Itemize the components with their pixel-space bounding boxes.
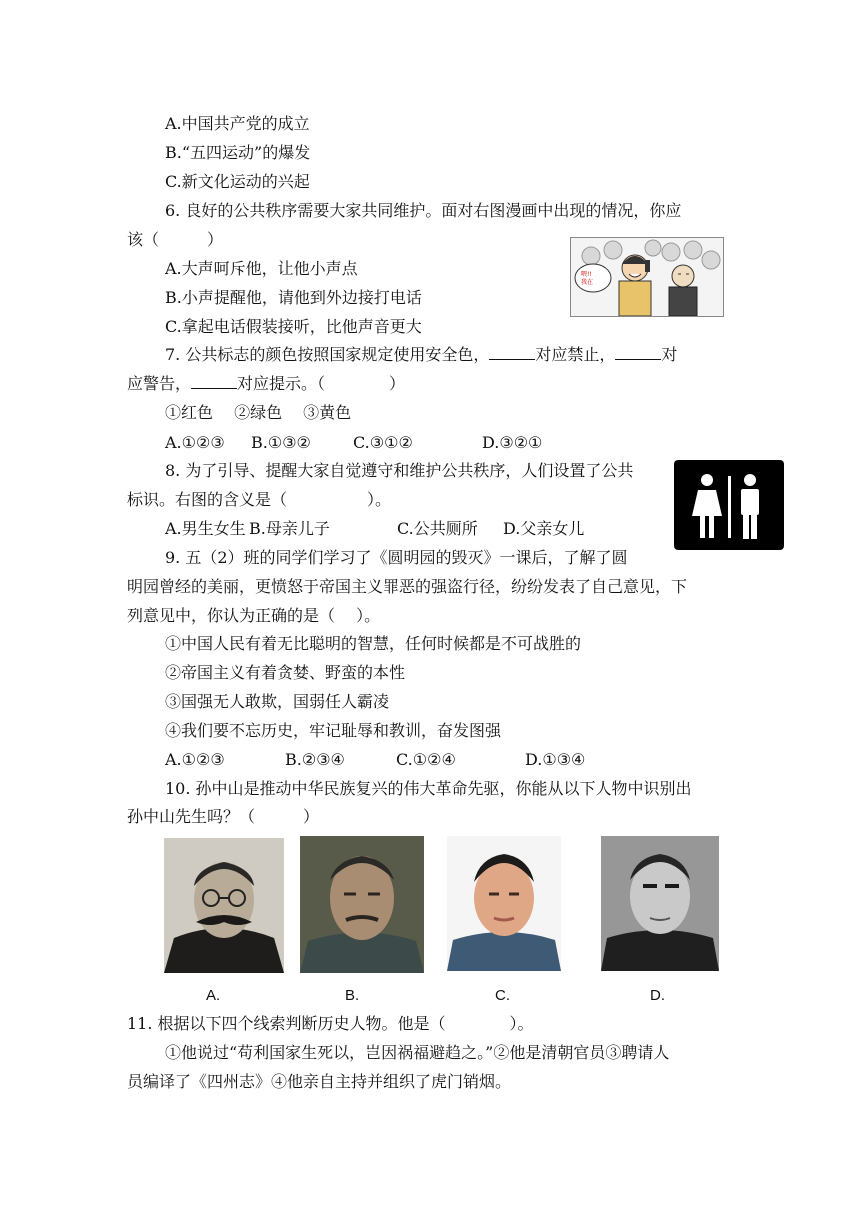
q7-options (165, 432, 543, 454)
q11-stem: 11. 根据以下四个线索判断历史人物。他是（ ）。 (127, 1014, 534, 1033)
q8-stem-line1: 8. 为了引导、提醒大家自觉遵守和维护公共秩序，人们设置了公共 (165, 461, 634, 480)
q5-option-c: C.新文化运动的兴起 (165, 172, 310, 191)
q8-option-b: B.母亲儿子 (249, 519, 330, 538)
q9-stem-line2: 明园曾经的美丽，更愤怒于帝国主义罪恶的强盗行径，纷纷发表了自己意见，下 (127, 577, 688, 596)
q11-clue-line1: ①他说过“苟利国家生死以，岂因祸福避趋之。”②他是清朝官员③聘请人 (165, 1043, 670, 1062)
q7-blank-3[interactable] (191, 374, 237, 389)
portrait-d-caption: D. (650, 987, 665, 1004)
portrait-b-image (300, 836, 424, 973)
svg-text:喂!!: 喂!! (581, 271, 592, 278)
q6-option-b: B.小声提醒他，请他到外边接打电话 (165, 288, 422, 307)
q7-blank-1[interactable] (489, 345, 535, 360)
portrait-b-caption: B. (345, 987, 360, 1004)
portrait-d-image (601, 836, 719, 971)
q7-option-b: B.①③② (251, 433, 311, 452)
q7-option-d: D.③②① (482, 433, 543, 452)
portrait-a-image (164, 838, 284, 973)
q9-item-2: ②帝国主义有着贪婪、野蛮的本性 (165, 663, 406, 682)
q6-stem-line1: 6. 良好的公共秩序需要大家共同维护。面对右图漫画中出现的情况，你应 (165, 201, 682, 220)
q6-stem-line2: 该（ ） (127, 230, 224, 249)
portrait-c-image (447, 836, 561, 971)
q9-option-c: C.①②④ (396, 750, 456, 769)
q8-option-c: C.公共厕所 (397, 519, 478, 538)
q9-options (165, 749, 586, 771)
portrait-a-caption: A. (206, 987, 221, 1004)
q5-option-a: A.中国共产党的成立 (165, 114, 310, 133)
restroom-sign-icon (674, 460, 784, 550)
q7-option-c: C.③①② (353, 433, 413, 452)
q7-stem-part4: 应警告， (127, 374, 192, 393)
q7-items: ①红色 ②绿色 ③黄色 (165, 403, 352, 422)
portrait-c-caption: C. (495, 987, 510, 1004)
q6-option-c: C.拿起电话假装接听，比他声音更大 (165, 317, 422, 336)
q9-item-3: ③国强无人敢欺，国弱任人霸凌 (165, 692, 390, 711)
q9-item-4: ④我们要不忘历史，牢记耻辱和教训，奋发图强 (165, 721, 502, 740)
q9-option-d: D.①③④ (525, 750, 586, 769)
q5-option-b: B.“五四运动”的爆发 (165, 143, 311, 162)
q7-stem-part2: 对应禁止， (535, 345, 616, 364)
q8-option-d: D.父亲女儿 (503, 519, 585, 538)
q9-stem-line3: 列意见中，你认为正确的是（ ）。 (127, 606, 381, 625)
q7-blank-2[interactable] (615, 345, 661, 360)
q7-option-a: A.①②③ (165, 433, 225, 452)
q11-clue-line2: 员编译了《四州志》④他亲自主持并组织了虎门销烟。 (127, 1072, 512, 1091)
q7-stem-part1: 7. 公共标志的颜色按照国家规定使用安全色， (165, 345, 490, 364)
q10-stem-line2: 孙中山先生吗？（ ） (127, 807, 320, 826)
q9-option-a: A.①②③ (165, 750, 225, 769)
q9-stem-line1: 9. 五（2）班的同学们学习了《圆明园的毁灭》一课后，了解了圆 (165, 548, 628, 567)
q6-option-a: A.大声呵斥他，让他小声点 (165, 259, 358, 278)
q9-item-1: ①中国人民有着无比聪明的智慧，任何时候都是不可战胜的 (165, 634, 582, 653)
q7-stem-part5: 对应提示。（ ） (237, 374, 406, 393)
svg-text:我在: 我在 (581, 279, 594, 286)
q7-stem-line2 (127, 373, 405, 395)
q7-stem-part3: 对 (661, 345, 678, 364)
q8-options (165, 518, 585, 540)
q10-stem-line1: 10. 孙中山是推动中华民族复兴的伟大革命先驱，你能从以下人物中识别出 (165, 779, 692, 798)
q9-option-b: B.②③④ (285, 750, 345, 769)
q7-stem-line1 (165, 344, 677, 366)
phone-cartoon-image (570, 237, 724, 317)
q8-stem-line2: 标识。右图的含义是（ ）。 (127, 490, 392, 509)
q8-option-a: A.男生女生 (165, 519, 246, 538)
